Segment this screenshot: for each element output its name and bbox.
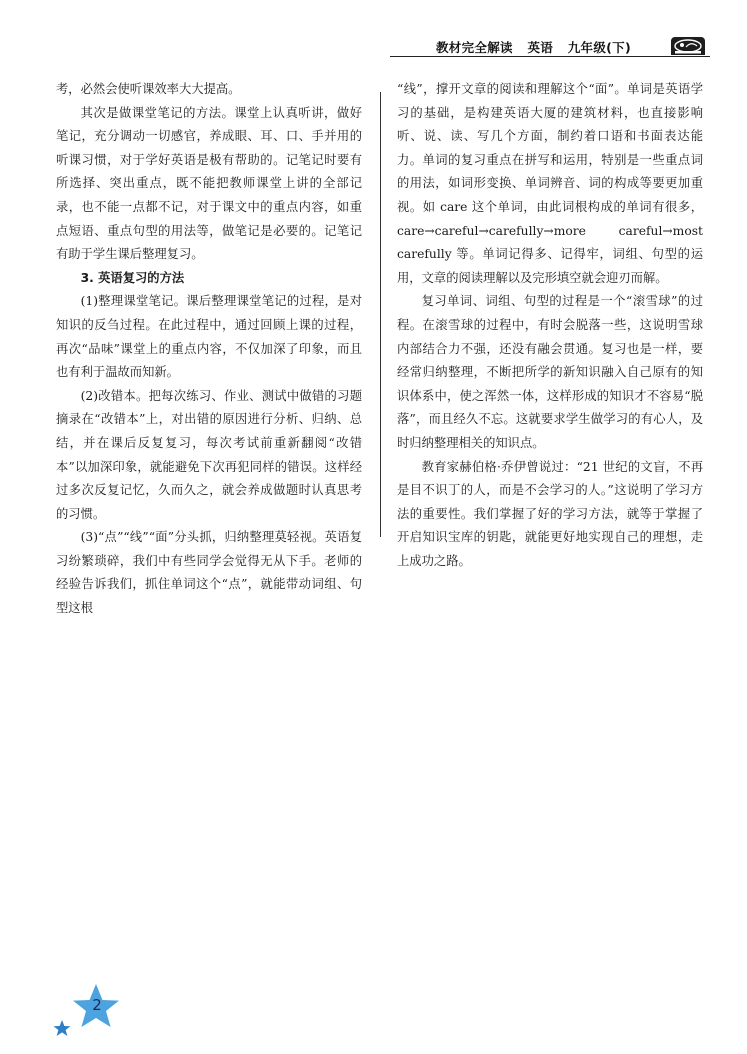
paragraph: 考，必然会使听课效率大大提高。	[56, 82, 241, 96]
left-column	[56, 78, 362, 621]
header-subject: 英语	[527, 40, 554, 55]
paragraph: 复习单词、词组、句型的过程是一个“滚雪球”的过程。在滚雪球的过程中，有时会脱落一些，这说明雪球内部结合力不强，还没有融会贯通。复习也是一样，要经常归纳整理，不断把所学的新知识融入自己原有的知识体系中，使之浑然一体，这样形成的知识才不容易“脱落”，而且经久不忘。这就要求学生做学习的有心人，及时归纳整理相关的知识点。	[397, 294, 703, 450]
paragraph: (3)“点”“线”“面”分头抓，归纳整理莫轻视。英语复习纷繁琐碎，我们中有些同学会觉得无从下手。老师的经验告诉我们，抓住单词这个“点”，就能带动词组、句型这根	[56, 530, 362, 616]
header-book-title: 教材完全解读	[436, 40, 513, 55]
paragraph: 教育家赫伯格·乔伊曾说过：“21 世纪的文盲，不再是目不识丁的人，而是不会学习的人。”这说明了学习方法的重要性。我们掌握了好的学习方法，就等于掌握了开启知识宝库的钥匙，就能更好地实现自己的理想，走上成功之路。	[397, 459, 703, 568]
running-header	[436, 38, 672, 56]
header-rule	[390, 56, 710, 57]
paragraph: (1)整理课堂笔记。课后整理课堂笔记的过程，是对知识的反刍过程。在此过程中，通过回顾上课的过程，再次“品味”课堂上的重点内容，不仅加深了印象，而且也有利于温故而知新。	[56, 294, 362, 380]
paragraph: 其次是做课堂笔记的方法。课堂上认真听讲，做好笔记，充分调动一切感官，养成眼、耳、口、手并用的听课习惯，对于学好英语是极有帮助的。记笔记时要有所选择、突出重点，既不能把教师课堂上讲的全部记录，也不能一点都不记，对于课文中的重点内容，如重点短语、重点句型的用法等，做笔记是必要的。记笔记有助于学生课后整理复习。	[56, 105, 362, 262]
column-divider	[380, 92, 381, 537]
paragraph: “线”，撑开文章的阅读和理解这个“面”。单词是英语学习的基础，是构建英语大厦的建筑材料，也直接影响听、说、读、写几个方面，制约着口语和书面表达能力。单词的复习重点在拼写和运用，特别是一些重点词的用法，如词形变换、单词辨音、词的构成等要更加重视。如 care 这个单词，由此词根构成的单词有很多，care→careful→carefully→more careful→most carefully 等。单词记得多、记得牢，词组、句型的运用，文章的阅读理解以及完形填空就会迎刃而解。	[397, 82, 703, 285]
section-heading: 3. 英语复习的方法	[80, 270, 185, 285]
right-column	[397, 78, 703, 573]
paragraph: (2)改错本。把每次练习、作业、测试中做错的习题摘录在“改错本”上，对出错的原因进行分析、归纳、总结，并在课后反复复习，每次考试前重新翻阅“改错本”以加深印象，就能避免下次再犯同样的错误。这样经过多次反复记忆，久而久之，就会养成做题时认真思考的习惯。	[56, 388, 362, 521]
bear-logo-icon	[671, 37, 705, 55]
publisher-logo	[671, 37, 705, 55]
page-number: 2	[92, 996, 102, 1014]
header-grade: 九年级(下)	[567, 40, 631, 55]
